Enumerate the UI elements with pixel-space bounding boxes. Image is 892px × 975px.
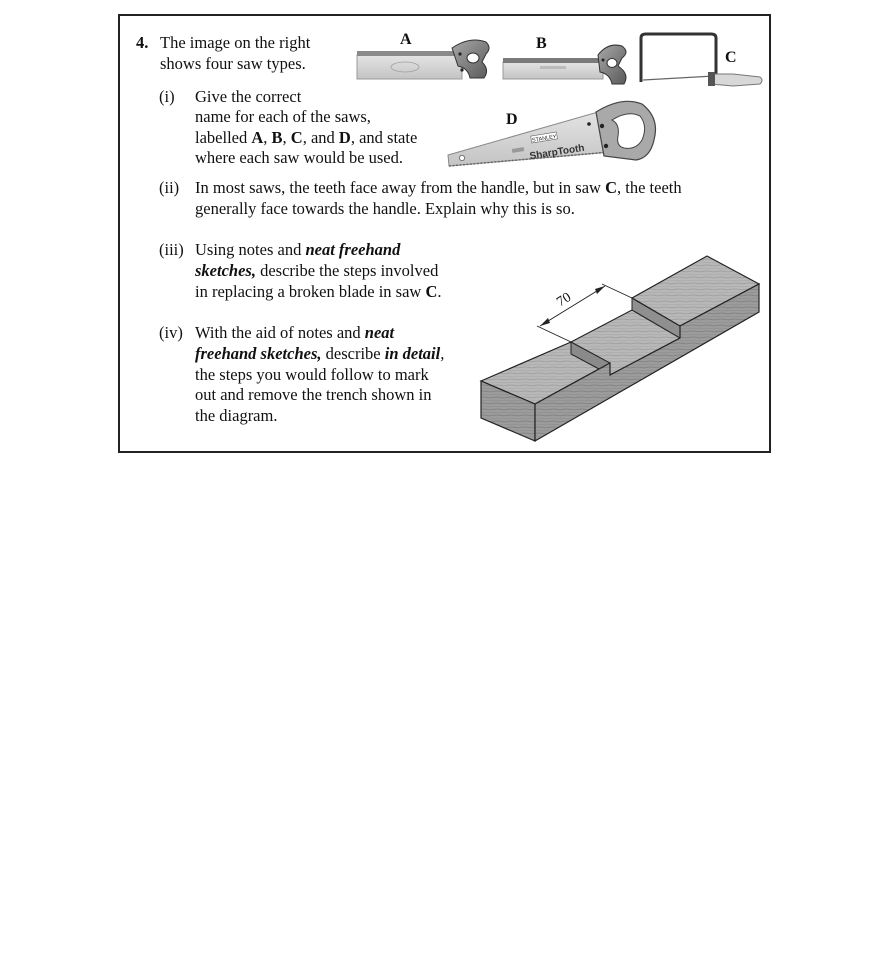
- question-number: 4.: [136, 33, 149, 52]
- part-iii-marker: (iii): [159, 240, 184, 259]
- part-iii-line-3: in replacing a broken blade in saw C.: [195, 282, 442, 301]
- part-i-line-1: Give the correct: [195, 87, 302, 106]
- saw-label-c: C: [725, 49, 737, 66]
- part-iv-line-5: the diagram.: [195, 406, 278, 425]
- part-iv-marker: (iv): [159, 323, 183, 342]
- part-iv-line-3: the steps you would follow to mark: [195, 365, 429, 384]
- part-iii-line-1: Using notes and neat freehand: [195, 240, 401, 259]
- saw-c-coping-saw: [641, 34, 762, 86]
- saw-label-a: A: [400, 31, 412, 48]
- saw-d-brand-badge: STANLEY: [531, 134, 557, 144]
- part-i-line-2: name for each of the saws,: [195, 107, 371, 126]
- intro-line-1: The image on the right: [160, 33, 311, 52]
- saw-b-dovetail-saw: [503, 45, 626, 84]
- part-iv-line-1: With the aid of notes and neat: [195, 323, 395, 342]
- part-iv-line-4: out and remove the trench shown in: [195, 385, 432, 404]
- part-iii-line-2: sketches, describe the steps involved: [195, 261, 439, 280]
- intro-line-2: shows four saw types.: [160, 54, 306, 73]
- saw-label-d: D: [506, 111, 518, 128]
- part-ii-line-2: generally face towards the handle. Explain why this is so.: [195, 199, 575, 218]
- saw-label-b: B: [536, 35, 547, 52]
- trench-dimension-label: 70: [554, 289, 575, 311]
- part-iv-line-2: freehand sketches, describe in detail,: [195, 344, 445, 363]
- saw-d-brand-name: SharpTooth: [528, 142, 586, 163]
- part-i-line-3: labelled A, B, C, and D, and state: [195, 128, 418, 147]
- trench-block-diagram: [481, 256, 759, 441]
- part-ii-marker: (ii): [159, 178, 180, 197]
- saw-a-tenon-saw: [357, 40, 489, 79]
- part-i-line-4: where each saw would be used.: [195, 148, 404, 167]
- part-ii-line-1: In most saws, the teeth face away from the handle, but in saw C, the teeth: [195, 178, 682, 197]
- saw-d-hand-saw: [448, 101, 656, 166]
- part-i-marker: (i): [159, 87, 175, 106]
